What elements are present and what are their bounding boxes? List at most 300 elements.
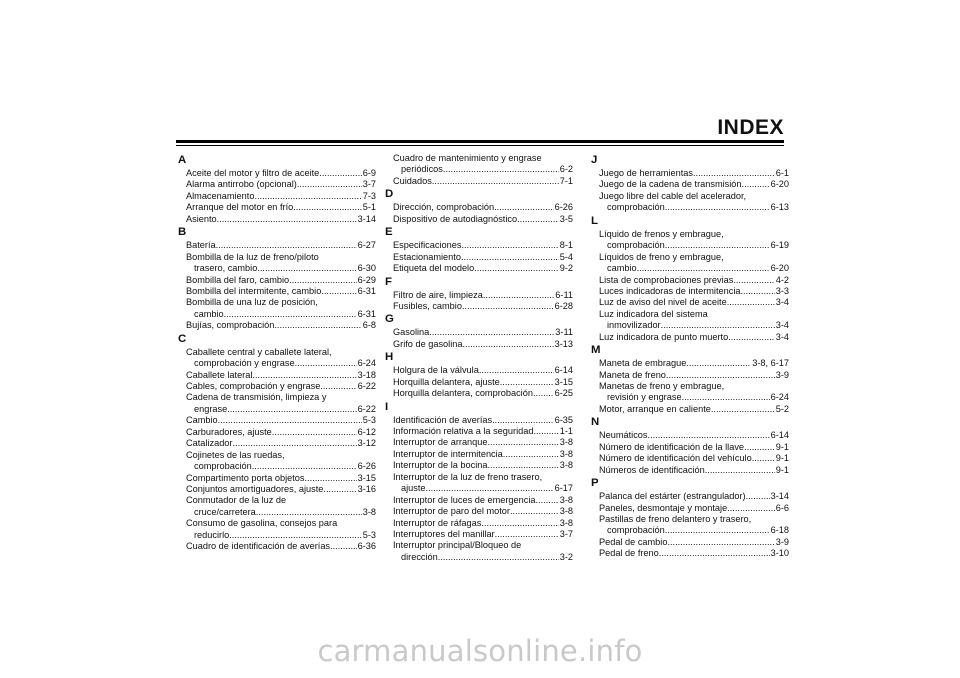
index-entry [385,176,573,187]
section-letter: G [385,313,394,326]
index-entry-page: 6-9 [362,168,376,178]
index-entry-text: Bombilla de una luz de posición, [186,297,318,308]
dot-leader [320,381,356,392]
index-entry-page: 3-7 [559,528,573,539]
index-entry-page: 6-25 [554,388,573,399]
index-entry [385,483,573,494]
index-entry-label: Filtro de aire, limpieza [393,289,483,300]
dot-leader [727,297,775,308]
dot-leader [323,484,356,495]
index-entry-page: 3-8 [362,506,376,517]
index-entry-page: 3-9 [775,369,789,380]
index-entry-page: 6-31 [357,308,376,319]
index-entry [385,263,573,274]
index-entry-page: 8-1 [559,240,573,251]
index-entry-page: 3-9 [775,536,789,547]
index-entry [178,179,376,190]
index-entry-label: Neumáticos [599,430,648,441]
index-entry-label: Estacionamiento [393,251,461,262]
index-entry-label: Lista de comprobaciones previas [599,274,734,285]
index-entry [591,168,789,179]
index-entry-label: Asiento [186,213,217,224]
dot-leader [274,320,361,331]
section-letter: B [178,226,187,239]
dot-leader [462,301,554,312]
index-entry [591,525,789,536]
dot-leader [533,426,558,437]
dot-leader [533,388,554,399]
dot-leader [733,275,774,286]
index-entry-label: Pedal de cambio [599,536,668,547]
index-entry [178,415,376,426]
index-entry-label: Palanca del estárter (estrangulador) [599,491,746,502]
index-entry-page: 3-4 [775,331,789,342]
index-entry [385,301,573,312]
index-entry [178,530,376,541]
section-letter: D [385,188,394,201]
index-entry-label: periódicos [401,164,443,175]
index-entry-page: 4-2 [775,274,789,285]
index-entry-label: Interruptor de ráfagas [393,517,482,528]
index-entry [178,202,376,213]
index-entry-page: 5-2 [775,403,789,414]
index-entry-page: 6-26 [554,202,573,213]
index-entry [591,202,789,213]
dot-leader [705,465,775,476]
section-letter: A [178,154,187,166]
index-entry [385,415,573,426]
index-entry-label: Almacenamiento [186,190,255,201]
index-entry [178,484,376,495]
index-entry-page: 5-4 [559,251,573,262]
index-entry [178,168,376,179]
dot-leader [432,176,559,187]
index-entry [385,339,573,350]
index-entry [591,332,789,343]
index-entry [385,202,573,213]
dot-leader [661,320,775,331]
index-entry-label: ajuste [401,483,426,494]
index-entry-text: Luz indicadora del sistema [599,308,708,319]
index-entry [178,320,376,331]
index-entry-label: Dirección, comprobación [393,202,495,213]
index-entry-label: Información relativa a la seguridad [393,426,534,436]
index-entry [591,453,789,464]
index-entry [591,404,789,415]
index-entry-label: Maneta de embrague [599,358,687,369]
dot-leader [426,483,554,494]
index-entry-label: Holgura de la válvula [393,365,479,376]
index-entry-page: 7-1 [559,175,573,186]
index-entry-page: 3-8 [559,494,573,505]
index-entry-label: comprobación y engrase [194,358,295,369]
index-entry [178,461,376,472]
index-entry [591,297,789,308]
index-entry [591,370,789,381]
dot-leader [216,240,357,251]
section-letter: C [178,332,187,345]
index-entry-label: Interruptor de intermitencia [393,448,503,459]
index-entry-label: Interruptor de la bocina [393,460,488,471]
index-entry-label: Interruptores del manillar [393,528,495,539]
index-entry-label: Interruptor de paro del motor [393,506,510,517]
index-entry-label: Número de identificación de la llave [599,441,745,452]
index-entry-page: 6-35 [554,414,573,425]
index-entry [178,240,376,251]
index-entry-label: Fusibles, cambio [393,300,462,311]
index-entry-page: 3-15 [357,472,376,483]
section-letter: E [385,226,393,239]
index-entry-label: Gasolina [393,327,430,338]
index-entry-label: comprobación [194,461,252,472]
index-entry-label: Carburadores, ajuste [186,426,272,437]
index-entry [591,358,789,369]
dot-leader [443,164,559,175]
index-entry-page: 6-36 [357,541,376,552]
index-entry-label: Juego de la cadena de transmisión [599,179,742,190]
dot-leader [665,202,770,213]
index-entry-page: 6-30 [357,263,376,274]
index-entry-label: Batería [186,240,216,251]
index-entry [178,427,376,438]
index-entry [385,365,573,376]
index-entry-page: 6-20 [770,179,789,190]
index-entry-text: Consumo de gasolina, consejos para [186,518,338,529]
index-entry-page: 6-26 [357,461,376,472]
index-entry-page: 6-2 [559,164,573,175]
dot-leader [257,263,356,274]
section-letter: N [591,416,600,429]
index-entry-page: 6-24 [357,358,376,369]
index-entry-page: 3-8 [559,448,573,459]
index-column-3 [591,153,789,560]
section-letter: M [591,344,601,357]
index-entry-page: 6-19 [770,240,789,251]
index-entry-page: 6-17 [554,483,573,494]
index-entry-page: 3-8 [559,506,573,517]
dot-leader [517,214,559,225]
index-entry [385,460,573,471]
dot-leader [297,179,362,190]
header-rule-thin [176,145,784,146]
dot-leader [742,179,770,190]
index-entry-label: Pedal de freno [599,548,659,559]
index-entry [591,320,789,331]
index-entry-page: 6-11 [555,289,573,300]
index-entry-page: 3-2 [559,551,573,562]
index-entry-label: inmovilizador [607,320,661,331]
dot-leader [429,327,554,338]
index-entry-page: 6-14 [554,365,573,376]
index-entry-text: Interruptor principal/Bloqueo de [393,540,522,551]
dot-leader [483,290,554,301]
index-column-1 [178,153,376,553]
index-entry-page: 9-2 [559,263,573,274]
index-entry [591,392,789,403]
index-entry-label: Cables, comprobación y engrase [186,381,321,391]
dot-leader [321,286,356,297]
index-entry-label: Caballete lateral [186,369,253,380]
index-entry-page: 9-1 [775,464,789,475]
dot-leader [536,495,559,506]
index-entry-label: reducirlo [194,529,230,540]
index-entry-page: 6-22 [357,403,376,414]
index-entry-label: Aceite del motor y filtro de aceite [186,168,320,178]
index-entry-page: 3-7 [362,179,376,190]
index-entry-page: 5-3 [362,415,376,426]
dot-leader [479,365,554,376]
index-entry-page: 5-3 [362,529,376,540]
index-entry [591,430,789,441]
dot-leader [659,548,770,559]
index-entry-label: Paneles, desmontaje y montaje [599,502,728,513]
index-entry-page: 3-16 [357,483,376,494]
index-entry [178,438,376,449]
dot-leader [648,430,770,441]
index-entry-label: cambio [194,308,224,319]
index-entry-label: Luces indicadoras de intermitencia [599,285,741,296]
dot-leader [637,263,770,274]
index-entry-label: Catalizador [186,438,233,449]
dot-leader [218,415,362,426]
dot-leader [481,518,558,529]
dot-leader [667,537,774,548]
section-letter: P [591,477,599,490]
index-entry [385,552,573,563]
index-entry [591,465,789,476]
index-entry-text: Cuadro de mantenimiento y engrase [393,153,542,163]
index-entry-label: Cambio [186,415,218,426]
index-entry [591,503,789,514]
index-entry-label: Motor, arranque en caliente [599,403,711,414]
index-entry-label: cruce/carretera [194,506,256,517]
index-entry [178,370,376,381]
watermark: carmanualsonline.info [317,634,643,668]
index-entry [591,263,789,274]
index-entry-text: Pastillas de freno delantero y trasero, [599,513,752,524]
dot-leader [666,370,775,381]
index-entry-label: Conjuntos amortiguadores, ajuste [186,483,324,494]
index-entry-label: Etiqueta del modelo [393,263,475,274]
index-entry-page: 3-5 [559,213,573,224]
index-entry [385,518,573,529]
dot-leader [510,506,559,517]
index-entry [591,442,789,453]
index-entry-label: Alarma antirrobo (opcional) [186,179,297,190]
index-entry-page: 3-14 [770,491,789,502]
dot-leader [686,358,751,369]
index-entry-label: Juego de herramientas [599,168,693,178]
index-entry-page: 6-29 [357,274,376,285]
index-entry-label: Identificación de averías [393,414,493,425]
dot-leader [462,339,553,350]
index-entry-label: Grifo de gasolina [393,338,463,349]
index-entry-page: 6-1 [775,168,789,178]
dot-leader [474,263,559,274]
index-entry-page: 3-8 [559,517,573,528]
index-entry-label: Horquilla delantera, ajuste [393,376,500,387]
index-entry-page: 6-13 [770,202,789,213]
index-entry [178,309,376,320]
index-entry-label: Números de identificación [599,464,705,475]
dot-leader [330,541,357,552]
index-entry [178,381,376,392]
index-entry [591,491,789,502]
index-entry [178,541,376,552]
index-entry [178,507,376,518]
dot-leader [229,530,361,541]
index-entry [591,548,789,559]
dot-leader [461,240,558,251]
index-entry-label: Número de identificación del vehículo [599,453,752,464]
index-entry [385,214,573,225]
index-entry-page: 6-24 [770,392,789,403]
index-entry [385,529,573,540]
dot-leader [461,252,559,263]
index-entry-label: revisión y engrase [607,392,682,403]
index-entry [385,290,573,301]
dot-leader [304,473,356,484]
index-entry-label: Luz indicadora de punto muerto [599,331,729,342]
index-entry-text: Líquido de frenos y embrague, [599,228,724,239]
index-entry-label: Maneta de freno [599,369,666,380]
index-entry-label: engrase [194,403,228,414]
index-entry-page: 3-12 [357,438,376,449]
dot-leader [492,415,554,426]
index-entry-page: 6-27 [357,240,376,251]
index-entry-label: comprobación [607,525,665,536]
dot-leader [503,449,559,460]
index-entry-page: 6-28 [554,300,573,311]
index-entry [385,495,573,506]
index-entry-page: 3-10 [770,548,789,559]
section-letter: F [385,275,392,288]
index-entry-label: Cuidados [393,175,432,186]
dot-leader [224,309,357,320]
dot-leader [438,552,559,563]
index-entry-page: 6-18 [770,525,789,536]
index-entry-label: dirección [401,551,438,562]
index-entry-text: Interruptor de la luz de freno trasero, [393,471,543,482]
index-entry-text: Cojinetes de las ruedas, [186,449,285,460]
index-entry-label: Bombilla del faro, cambio [186,274,290,285]
index-entry-label: Arranque del motor en frío [186,202,294,213]
dot-leader [740,286,774,297]
index-entry-page: 3-3 [775,285,789,296]
dot-leader [746,491,770,502]
index-entry-page: 3-11 [555,327,573,338]
index-entry-page: 3-4 [775,297,789,308]
dot-leader [252,461,357,472]
dot-leader [232,438,356,449]
index-entry-label: Luz de aviso del nivel de aceite [599,297,727,308]
index-entry-label: Horquilla delantera, comprobación [393,388,533,399]
index-entry-page: 6-20 [770,263,789,274]
index-entry-text: Bombilla de la luz de freno/piloto [186,251,319,262]
index-entry-page: 9-1 [775,441,789,452]
index-entry-label: Interruptor de luces de emergencia [393,494,536,505]
dot-leader [744,442,775,453]
index-entry-text: Caballete central y caballete lateral, [186,346,332,357]
dot-leader [289,275,356,286]
index-entry-page: 3-15 [554,376,573,387]
dot-leader [665,525,770,536]
index-entry-label: comprobación [607,202,665,213]
index-entry-text: Juego libre del cable del acelerador, [599,190,747,201]
index-column-2 [385,153,573,563]
index-entry [178,263,376,274]
index-entry [385,437,573,448]
index-entry [178,286,376,297]
dot-leader [254,191,361,202]
dot-leader [319,168,361,179]
dot-leader [728,332,774,343]
index-entry-text: Conmutador de la luz de [186,495,287,506]
index-entry-page: 3-8, 6-17 [752,358,789,369]
dot-leader [727,503,775,514]
dot-leader [488,437,559,448]
index-entry-page: 9-1 [775,453,789,464]
index-entry [385,327,573,338]
dot-leader [711,404,775,415]
index-entry-label: Bujías, comprobación [186,320,275,331]
index-entry-text: Manetas de freno y embrague, [599,381,725,391]
index-entry-page: 6-14 [770,430,789,441]
index-entry [591,240,789,251]
index-entry-label: Cuadro de identificación de averías [186,541,331,552]
index-entry-label: Dispositivo de autodiagnóstico [393,213,518,224]
dot-leader [272,427,357,438]
section-letter: H [385,351,394,364]
dot-leader [500,377,554,388]
index-entry [385,426,573,437]
dot-leader [682,392,770,403]
section-letter: L [591,214,598,227]
index-entry [178,275,376,286]
index-entry-text: Cadena de transmisión, limpieza y [186,392,327,403]
index-entry [591,179,789,190]
index-entry [591,286,789,297]
section-letter: I [385,400,389,413]
index-entry-page: 6-22 [357,381,376,391]
index-entry [385,377,573,388]
index-entry [178,404,376,415]
index-entry [385,449,573,460]
index-entry-label: cambio [607,263,637,274]
index-entry [178,358,376,369]
dot-leader [256,507,362,518]
index-entry-page: 3-13 [554,338,573,349]
dot-leader [217,214,357,225]
index-entry-page: 3-18 [357,369,376,380]
index-entry-label: Compartimento porta objetos [186,472,305,483]
index-entry-page: 7-3 [362,190,376,201]
index-entry [591,275,789,286]
dot-leader [488,460,559,471]
index-entry-page: 3-8 [559,460,573,471]
dot-leader [252,370,356,381]
dot-leader [293,202,361,213]
dot-leader [295,358,357,369]
page-title: INDEX [717,116,784,139]
index-entry [385,240,573,251]
index-entry-label: Bombilla del intermitente, cambio [186,285,322,296]
index-entry-text: Líquidos de freno y embrague, [599,251,724,262]
index-entry-label: comprobación [607,240,665,251]
index-entry [385,164,573,175]
dot-leader [693,168,775,179]
index-entry-page: 6-31 [357,285,376,296]
